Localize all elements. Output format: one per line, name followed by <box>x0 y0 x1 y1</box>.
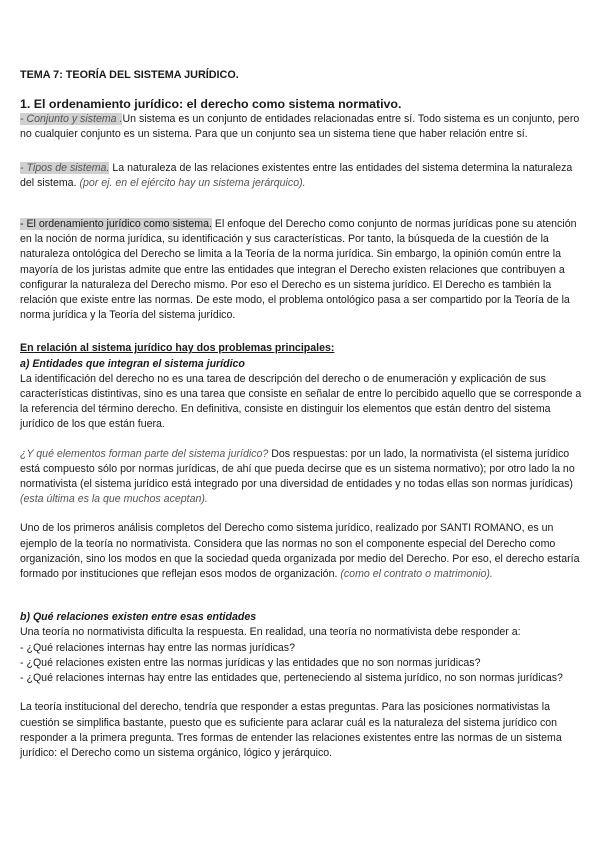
paragraph-santi-romano <box>20 521 586 582</box>
document-title: TEMA 7: TEORÍA DEL SISTEMA JURÍDICO. <box>20 69 239 81</box>
highlighted-label: - Tipos de sistema. <box>20 161 110 174</box>
paragraph-teoria-institucional: La teoría institucional del derecho, tendría que responder a estas preguntas. Para las posiciones normativistas la cuestión se simplifica bastante, puesto que es suficiente para aclarar cuál es la naturaleza del sistema jurídico con responder a la primera pregunta. Tres formas de entender las relaciones existentes entre las normas de un sistema jurídico: el Derecho como un sistema orgánico, lógico y jerárquico. <box>20 701 562 759</box>
paragraph-identificacion: La identificación del derecho no es una tarea de descripción del derecho o de enumeración y explicación de sus características distintivas, sino es una tarea que consiste en señalar de entre lo percibido aquello que se corresponde a la referencia del término derecho. En definitiva, consiste en distinguir los elementos que están dentro del sistema jurídico de los que están fuera. <box>20 372 582 431</box>
list-item: - ¿Qué relaciones existen entre las normas jurídicas y las entidades que no son normas jurídicas? <box>20 656 481 669</box>
paragraph-text: Dos respuestas: por un lado, la normativista (el sistema jurídico está compuesto sólo por normas jurídicas, de ahí que pueda decirse que es un sistema normativo); por otro lado la no normativista (el sistema jurídico está integrado por una diversidad de entidades y no todas ellas son normas jurídicas) <box>20 447 575 491</box>
list-item: - ¿Qué relaciones internas hay entre las entidades que, perteneciendo al sistema jurídico, no son normas jurídicas? <box>20 672 563 685</box>
aside-note: (esta última es la que muchos aceptan). <box>20 493 208 506</box>
question-text: ¿Y qué elementos forman parte del sistema jurídico? <box>20 447 269 460</box>
paragraph-text: Uno de los primeros análisis completos del Derecho como sistema jurídico, realizado por SANTI ROMANO, es un ejemplo de la teoría no normativista. Considera que las normas no son el componente especial del Derecho como organización, sino los modos en que la sociedad queda organizada por medio del Derecho. Por eso, el derecho estaría formado por instituciones que reflejan esos modos de organización. <box>20 522 580 581</box>
document-page <box>20 68 586 761</box>
paragraph-text: El enfoque del Derecho como conjunto de normas jurídicas pone su atención en la noción de norma jurídica, su identificación y sus características. Por tanto, la búsqueda de la cuestión de la naturaleza ontológica del Derecho se limita a la Teoría de la norma jurídica. Sin embargo, la opinión común entre la mayoría de los juristas admite que entre las entidades que integran el Derecho existen relaciones que contribuyen a configurar la naturaleza del Derecho mismo. Por eso el Derecho es un sistema jurídico. El Derecho es también la relación que existe entre las normas. De este modo, el problema ontológico pasa a ser compartido por la Teoría de la norma jurídica y la Teoría del sistema jurídico. <box>20 218 577 322</box>
paragraph-no-normativista: Una teoría no normativista dificulta la respuesta. En realidad, una teoría no normativista debe responder a: <box>20 626 521 639</box>
paragraph-tipos-sistema <box>20 161 586 191</box>
section-heading: 1. El ordenamiento jurídico: el derecho como sistema normativo. <box>20 97 402 112</box>
aside-note: (como el contrato o matrimonio). <box>340 568 493 581</box>
highlighted-label: - Conjunto y sistema . <box>20 113 123 126</box>
highlighted-label: - El ordenamiento jurídico como sistema. <box>20 218 212 231</box>
aside-note: (por ej. en el ejército hay un sistema jerárquico). <box>79 176 306 189</box>
list-item: - ¿Qué relaciones internas hay entre las normas jurídicas? <box>20 641 295 654</box>
paragraph-text: La naturaleza de las relaciones existentes entre las entidades del sistema determina la naturaleza del sistema. <box>20 161 573 189</box>
paragraph-ordenamiento <box>20 217 586 323</box>
subheading-b: b) Qué relaciones existen entre esas entidades <box>20 611 257 624</box>
paragraph-elementos <box>20 447 586 508</box>
paragraph-conjunto-sistema <box>20 112 586 142</box>
problems-heading: En relación al sistema jurídico hay dos problemas principales: <box>20 342 335 355</box>
subheading-a: a) Entidades que integran el sistema jurídico <box>20 357 245 370</box>
paragraph-text: Un sistema es un conjunto de entidades relacionadas entre sí. Todo sistema es un conjunto, pero no cualquier conjunto es un sistema. Para que un conjunto sea un sistema tiene que haber relación entre sí. <box>20 113 580 141</box>
